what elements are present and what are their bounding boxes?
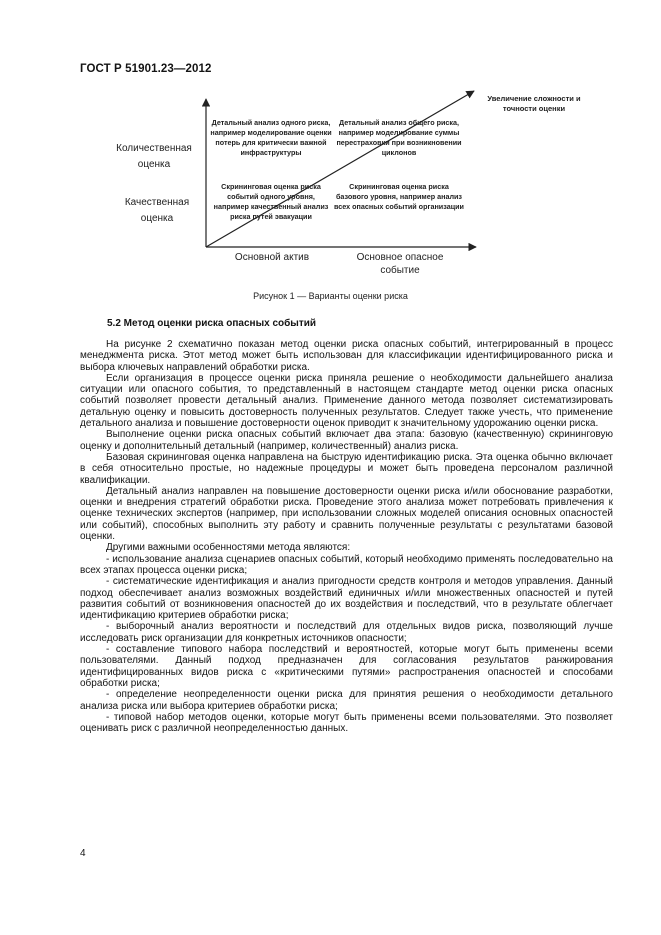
y-label-quantitative: Количественная оценка [116, 143, 192, 170]
list-item: - составление типового набора последствий и вероятностей, которые могут быть применены всеми пользователями. Данный подход предназначен для согласования результатов ранжирования идентифицированных видов риска с «критическими путями» распространения опасностей и способами обработки риска; [80, 644, 613, 689]
cell-top-left: Детальный анализ одного риска, например моделирование оценки потерь для критически важной инфраструктуры [210, 118, 332, 157]
figure-caption: Рисунок 1 — Варианты оценки риска [253, 291, 408, 301]
paragraph: Базовая скрининговая оценка направлена на быструю идентификацию риска. Эта оценка обычно включает в себя относительно простые, но надежные процедуры и может быть проведена персоналом различной квалификации. [80, 451, 613, 486]
x-label-main-asset: Основной актив [234, 252, 310, 263]
risk-assessment-figure [0, 0, 661, 300]
list-item: - типовой набор методов оценки, которые могут быть применены всеми пользователями. Это позволяет оценивать риск с различной неопределенностью данных. [80, 711, 613, 735]
x-label-main-hazard: Основное опасное событие [356, 252, 444, 276]
list-item: - систематические идентификация и анализ пригодности средств контроля и методов управления. Данный подход обеспечивает анализ возможных воздействий единичных и/или множественных опасностей и путей развития событий от возникновения опасностей до их воздействия и последствий, что в результате облегчает идентификацию критериев обработки риска; [80, 576, 613, 622]
diagonal-arrow [206, 91, 474, 247]
cell-bottom-right: Скрининговая оценка риска базового уровня, например анализ всех опасных событий организации [334, 182, 464, 211]
list-item: - выборочный анализ вероятности и последствий для отдельных видов риска, позволяющий лучше исследовать риск организации для конкретных источников опасности; [80, 621, 613, 644]
paragraph: Детальный анализ направлен на повышение достоверности оценки риска и/или обоснование разработки, оценки и внедрения стратегий обработки риска. Проведение этого анализа может потребовать привлечения к оценке технических экспертов (например, при использовании сложных моделей описания основных опасностей или событий), способных выполнить эту работу и сравнить полученные результаты с результатами базовой оценки. [80, 485, 613, 543]
section-title: 5.2 Метод оценки риска опасных событий [107, 318, 317, 329]
list-item: - определение неопределенности оценки риска для принятия решения о необходимости детального анализа риска или выбора критериев обработки риска; [80, 689, 613, 712]
paragraph: Выполнение оценки риска опасных событий включает два этапа: базовую (качественную) скрининговую оценку и дополнительный детальный (например, количественный) анализ риска. [80, 429, 613, 452]
body-text [80, 339, 613, 734]
list-item: - использование анализа сценариев опасных событий, который необходимо применять последовательно на всех этапах процесса оценки риска; [80, 553, 613, 576]
y-label-qualitative: Качественная оценка [124, 197, 190, 224]
cell-top-right: Детальный анализ общего риска, например моделирование суммы перестраховки при возникновении циклонов [336, 118, 462, 157]
paragraph: Если организация в процессе оценки риска приняла решение о необходимости дальнейшего анализа ситуации или опасного события, то представленный в настоящем стандарте метод оценки риска опасных событий позволяет провести детальный анализ. Применение данного метода позволяет систематизировать детальную оценку и повысить достоверность полученных результатов. Следует также учесть, что применение детального анализа и повышение достоверности оценок приводит к значительному удорожанию оценки риска. [80, 372, 613, 430]
page-number: 4 [80, 848, 86, 859]
document-header: ГОСТ Р 51901.23—2012 [80, 63, 212, 75]
arrow-label: Увеличение сложности и точности оценки [487, 94, 581, 113]
paragraph: На рисунке 2 схематично показан метод оценки риска опасных событий, интегрированный в процесс менеджмента риска. Этот метод может быть использован для классификации идентифицированного риска и выбора ключевых направлений обработки риска. [80, 339, 613, 373]
cell-bottom-left: Скрининговая оценка риска событий одного уровня, например качественный анализ риска путей эвакуации [213, 182, 329, 221]
paragraph: Другими важными особенностями метода являются: [106, 542, 351, 554]
